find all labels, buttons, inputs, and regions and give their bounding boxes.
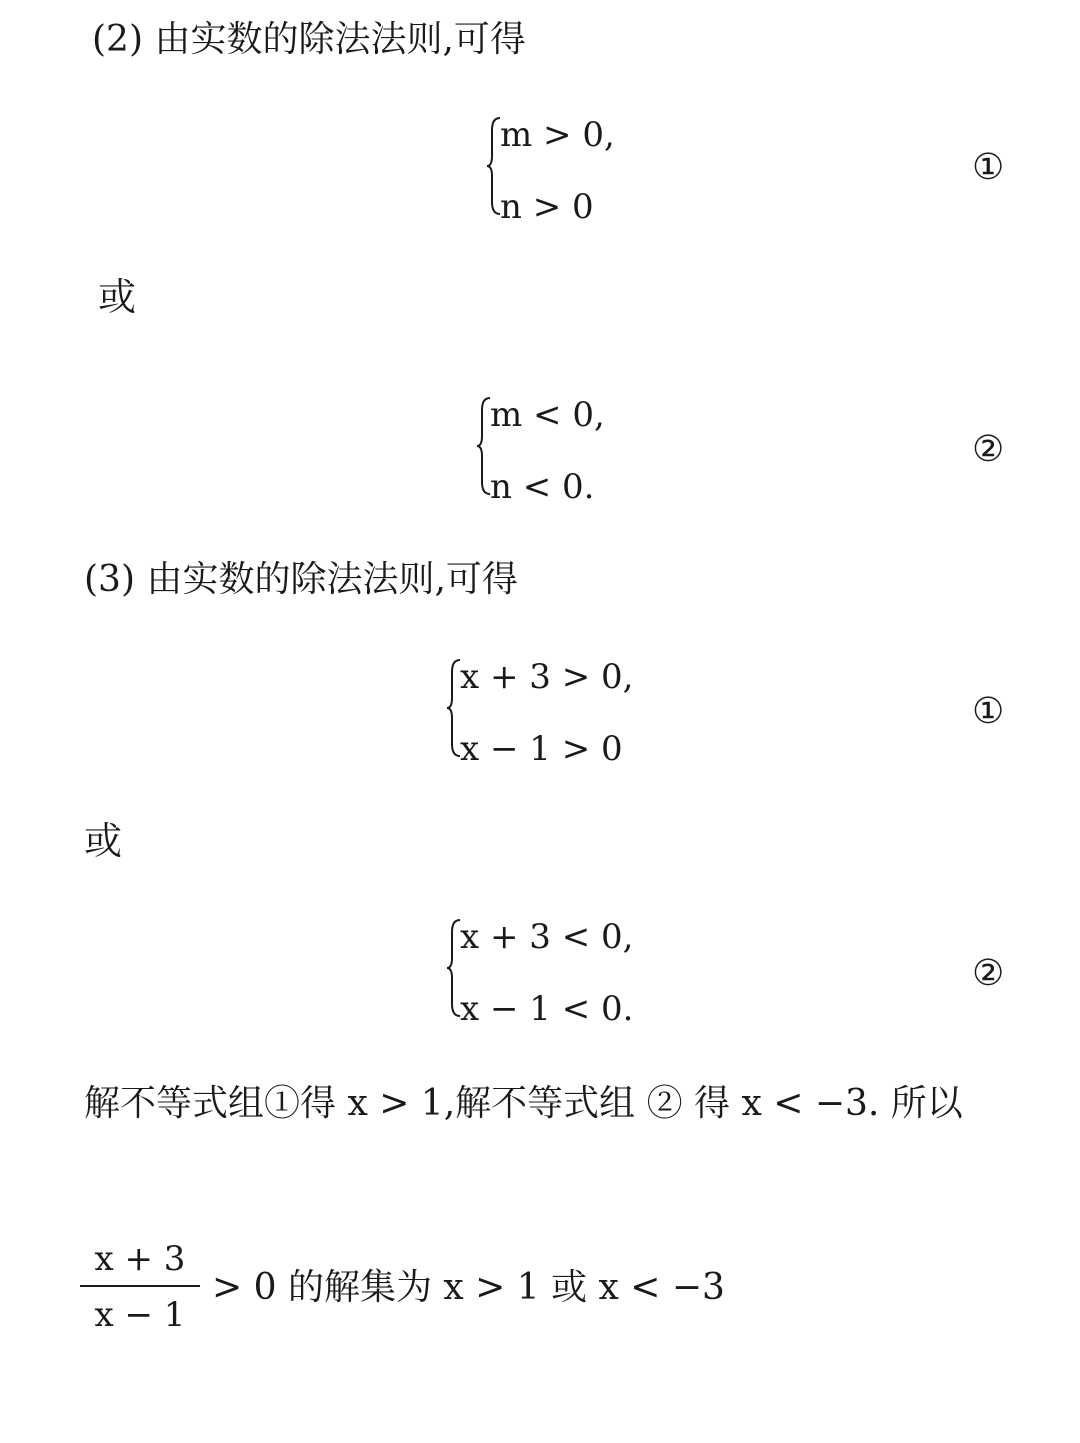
system-label-1: ① — [972, 147, 1005, 188]
or-word: 或 — [84, 819, 123, 863]
part2-intro: (2) 由实数的除法法则,可得 — [92, 19, 526, 60]
inequality-line-1: m > 0, — [500, 115, 615, 155]
solution-sentence: 解不等式组①得 x > 1,解不等式组 ② 得 x < −3. 所以 — [84, 1083, 963, 1124]
part3-intro: (3) 由实数的除法法则,可得 — [84, 559, 518, 600]
inequality-line-2: n < 0. — [490, 467, 595, 507]
or-word: 或 — [98, 275, 137, 319]
part2-system-2 — [476, 396, 696, 506]
inequality-line-2: x − 1 < 0. — [460, 989, 634, 1029]
system-label-2: ② — [972, 429, 1005, 470]
inequality-line-1: x + 3 < 0, — [460, 917, 634, 957]
inequality-line-1: m < 0, — [490, 395, 605, 435]
fraction-denominator: x − 1 — [94, 1295, 186, 1335]
inequality-line-2: x − 1 > 0 — [460, 729, 623, 769]
part2-system-1 — [486, 116, 706, 226]
part3-system-2 — [446, 918, 666, 1028]
part3-system-1 — [446, 658, 666, 768]
system-label-2: ② — [972, 953, 1005, 994]
system-label-1: ① — [972, 691, 1005, 732]
fraction — [80, 1238, 200, 1338]
inequality-line-1: x + 3 > 0, — [460, 657, 634, 697]
inequality-line-2: n > 0 — [500, 187, 594, 227]
fraction-numerator: x + 3 — [94, 1239, 186, 1279]
conclusion-text: > 0 的解集为 x > 1 或 x < −3 — [212, 1267, 725, 1308]
fraction-bar — [80, 1285, 200, 1287]
